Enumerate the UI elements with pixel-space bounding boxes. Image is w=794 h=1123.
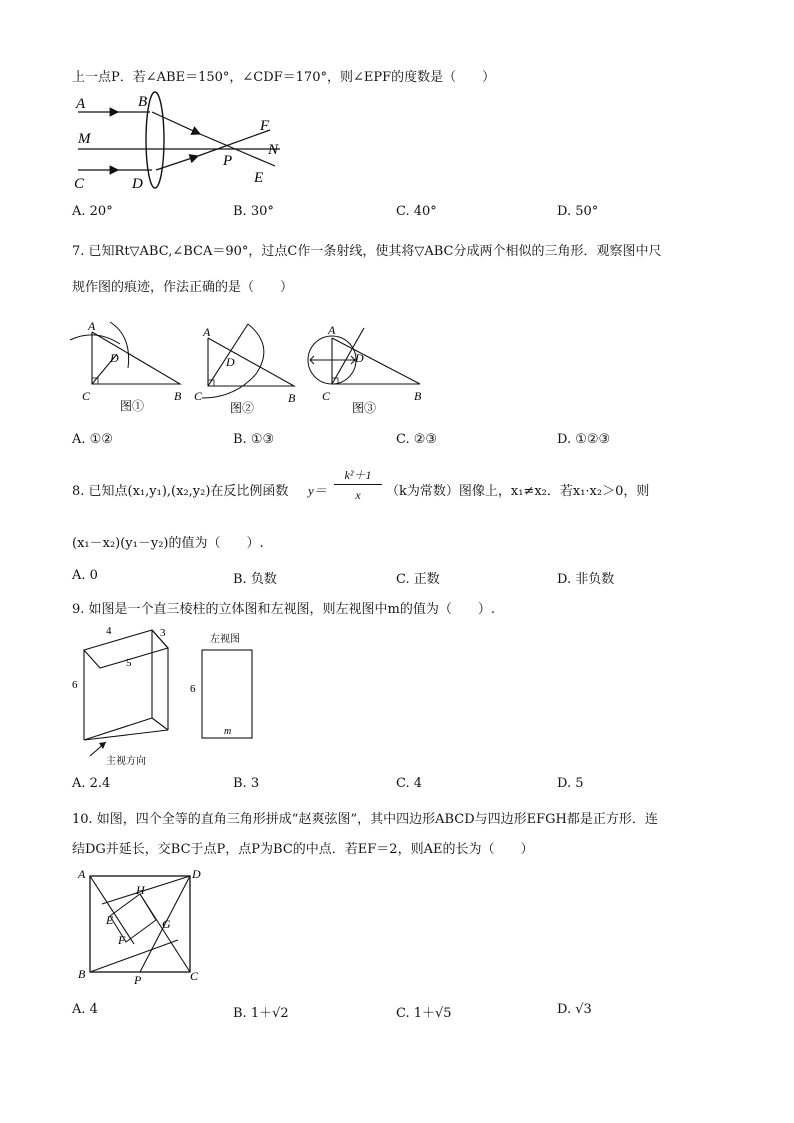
q9-arrow-label: 主视方向 [106,756,146,767]
q8-option-d[interactable]: D. 非负数 [557,572,615,587]
q6-option-a[interactable]: A. 20° [72,204,113,219]
q6-label-E: E [254,170,264,186]
q8-option-b[interactable]: B. 负数 [233,572,277,587]
q6-figure [70,88,300,198]
q7-figures [70,318,430,418]
q7-stem-line2: 规作图的痕迹，作法正确的是（ ） [72,280,294,295]
q7-caption-1: 图① [120,399,145,413]
q7-option-b[interactable]: B. ①③ [233,432,275,447]
q10-label-E: E [106,913,114,927]
q7-fig2-label-A: A [203,325,211,339]
q6-option-b[interactable]: B. 30° [233,204,274,219]
q9-stem: 9. 如图是一个直三棱柱的立体图和左视图，则左视图中m的值为（ ）. [72,602,495,617]
q7-fig1-label-B: B [174,389,182,403]
q6-label-D: D [132,176,143,192]
q7-option-c[interactable]: C. ②③ [396,432,438,447]
q7-fig3-label-A: A [328,323,336,337]
q6-option-c[interactable]: C. 40° [396,204,437,219]
q9-dim-side: 3 [160,627,166,639]
q10-label-C: C [190,969,199,983]
q6-label-F: F [260,118,270,134]
q10-label-F: F [118,933,126,947]
q9-view-height: 6 [190,683,196,695]
q10-option-a[interactable]: A. 4 [72,1002,98,1017]
q8-option-c[interactable]: C. 正数 [396,572,440,587]
q10-option-c[interactable]: C. 1＋√5 [396,1006,452,1021]
q10-label-G: G [162,917,171,931]
q10-label-D: D [192,867,201,881]
q7-option-a[interactable]: A. ①② [72,432,113,447]
fraction-bar [334,484,382,485]
q6-label-N: N [268,142,279,158]
q7-fig3-label-C: C [322,389,331,403]
q7-fig1-label-A: A [88,319,96,333]
q10-option-d[interactable]: D. √3 [557,1002,592,1017]
q7-stem-line1: 7. 已知Rt▽ABC,∠BCA＝90°，过点C作一条射线，使其将▽ABC分成两个相似的三角形．观察图中尺 [72,244,662,259]
q7-fig3-label-B: B [414,389,422,403]
q7-fig2-label-D: D [226,355,235,369]
q7-fig1-label-C: C [82,389,91,403]
q6-label-P: P [223,153,233,169]
q10-option-b[interactable]: B. 1＋√2 [233,1006,289,1021]
q7-fig2-label-C: C [194,389,203,403]
q9-option-d[interactable]: D. 5 [557,776,584,791]
q9-view-m: m [224,726,232,737]
q10-stem-line1: 10. 如图，四个全等的直角三角形拼成“赵爽弦图”，其中四边形ABCD与四边形EFGH都是正方形．连 [72,812,658,827]
q6-stem: 上一点P．若∠ABE＝150°，∠CDF＝170°，则∠EPF的度数是（ ） [72,70,496,85]
q9-option-a[interactable]: A. 2.4 [72,776,111,791]
q8-func-denominator: x [355,488,361,502]
q6-label-B: B [138,94,148,110]
q8-func-numerator: k²＋1 [344,468,372,482]
q7-option-d[interactable]: D. ①②③ [557,432,611,447]
q6-option-d[interactable]: D. 50° [557,204,599,219]
q10-label-B: B [78,967,86,981]
q8-stem-line2: (x₁－x₂)(y₁－y₂)的值为（ ）. [72,536,264,551]
q7-fig3-label-D: D [355,351,364,365]
q7-fig2-label-B: B [288,391,296,405]
q8-stem-post: （k为常数）图像上，x₁≠x₂．若x₁·x₂＞0，则 [386,484,650,499]
q10-label-H: H [136,883,145,897]
q9-dim-mid: 5 [126,657,132,669]
q7-caption-3: 图③ [352,401,377,415]
q9-dim-height: 6 [72,679,78,691]
q7-fig1-label-D: D [110,351,119,365]
q10-label-A: A [78,867,86,881]
q8-func-lhs: y＝ [308,483,327,498]
q6-label-M: M [78,131,91,147]
q7-caption-2: 图② [230,401,255,415]
q9-option-b[interactable]: B. 3 [233,776,260,791]
q9-view-title: 左视图 [210,634,240,645]
q10-stem-line2: 结DG并延长，交BC于点P，点P为BC的中点．若EF＝2，则AE的长为（ ） [72,842,534,857]
q9-dim-top: 4 [106,625,112,637]
q9-option-c[interactable]: C. 4 [396,776,423,791]
q6-label-C: C [74,176,85,192]
q8-stem-pre: 8. 已知点(x₁,y₁),(x₂,y₂)在反比例函数 [72,484,289,499]
q10-label-P: P [134,973,142,987]
q8-option-a[interactable]: A. 0 [72,568,98,583]
q10-figure [74,866,214,986]
q6-label-A: A [76,96,86,112]
q9-figure [66,622,266,772]
